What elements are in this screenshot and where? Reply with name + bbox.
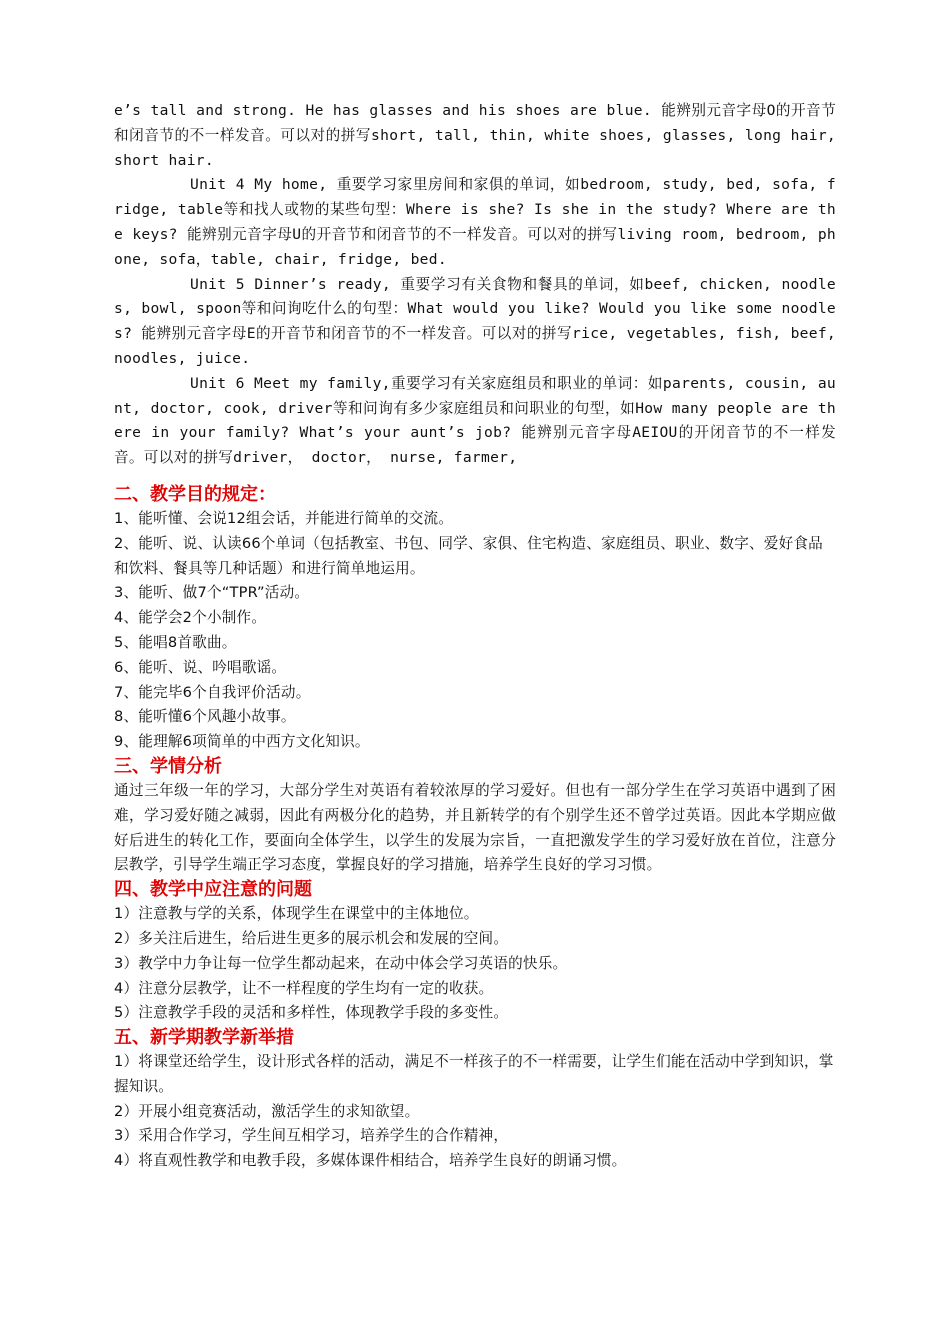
list-item: 6、能听、说、吟唱歌谣。 [114,658,287,676]
list-item: 3）采用合作学习，学生间互相学习，培养学生的合作精神， [114,1127,509,1145]
units-section [114,99,836,471]
list-item: 4）将直观性教学和电教手段，多媒体课件相结合，培养学生良好的朗诵习惯。 [114,1152,627,1170]
list-item: 3）教学中力争让每一位学生都动起来，在动中体会学习英语的快乐。 [114,954,568,972]
document-content [114,99,836,1174]
list-item: 2）开展小组竞赛活动，激活学生的求知欲望。 [114,1102,420,1120]
teaching-notes-list [114,902,836,1026]
list-item: 2）多关注后进生，给后进生更多的展示机会和发展的空间。 [114,929,509,947]
list-item: 1）注意教与学的关系，体现学生在课堂中的主体地位。 [114,905,479,923]
new-measures-list [114,1050,836,1174]
list-item: 7、能完毕6个自我评价活动。 [114,683,311,701]
list-item: 8、能听懂6个风趣小故事。 [114,708,296,726]
student-analysis-paragraph: 通过三年级一年的学习，大部分学生对英语有着较浓厚的学习爱好。但也有一部分学生在学习英语中遇到了困难，学习爱好随之减弱，因此有两极分化的趋势，并且新转学的有个别学生还不曾学过英语。因此本学期应做好后进生的转化工作，要面向全体学生，以学生的发展为宗旨，一直把激发学生的学习爱好放在首位，注意分层教学，引导学生端正学习态度，掌握良好的学习措施，培养学生良好的学习习惯。 [114,781,836,874]
section-heading-teaching-goals: 二、教学目的规定： [114,483,276,505]
list-item: 1、能听懂、会说12组会话，并能进行简单的交流。 [114,509,454,527]
list-item: 3、能听、做7个“TPR”活动。 [114,584,310,602]
list-item: 5）注意教学手段的灵活和多样性，体现教学手段的多变性。 [114,1004,509,1022]
list-item: 4）注意分层教学，让不一样程度的学生均有一定的收获。 [114,979,494,997]
section-heading-teaching-notes: 四、教学中应注意的问题 [114,879,312,901]
list-item: 1）将课堂还给学生，设计形式各样的活动，满足不一样孩子的不一样需要，让学生们能在活动中学到知识，掌握知识。 [114,1053,834,1095]
list-item: 5、能唱8首歌曲。 [114,633,237,651]
unit4-paragraph: Unit 4 My home, 重要学习家里房间和家俱的单词，如bedroom, study, bed, sofa, fridge, table等和找人或物的某些句型：Where is she? Is she in the study? Where are the keys? 能辨别元音字母U的开音节和闭音节的不一样发音。可以对的拼写living room, bedroom, phone, sofa，table, chair, fridge, bed. [114,176,836,268]
unit5-paragraph: Unit 5 Dinner’s ready, 重要学习有关食物和餐具的单词，如beef, chicken, noodles, bowl, spoon等和问询吃什么的句型：What would you like? Would you like some noodles? 能辨别元音字母E的开音节和闭音节的不一样发音。可以对的拼写rice, vegetables, fish, beef, noodles, juice. [114,275,836,367]
teaching-goals-list [114,507,836,755]
unit6-paragraph: Unit 6 Meet my family,重要学习有关家庭组员和职业的单词：如parents, cousin, aunt, doctor, cook, driver等和问询有多少家庭组员和问职业的句型，如How many people are there in your family? What’s your aunt’s job? 能辨别元音字母AEIOU的开闭音节的不一样发音。可以对的拼写driver， doctor， nurse, farmer, [114,374,836,467]
section-heading-student-analysis: 三、学情分析 [114,755,222,777]
list-item: 9、能理解6项简单的中西方文化知识。 [114,733,370,751]
list-item: 4、能学会2个小制作。 [114,609,267,627]
list-item: 2、能听、说、认读66个单词（包括教室、书包、同学、家俱、住宅构造、家庭组员、职业、数字、爱好食品和饮料、餐具等几种话题）和进行简单地运用。 [114,534,823,577]
unit3-continuation: e’s tall and strong. He has glasses and his shoes are blue. 能辨别元音字母O的开音节和闭音节的不一样发音。可以对的拼写short, tall, thin, white shoes, glasses, long hair, short hair. [114,102,836,169]
section-heading-new-measures: 五、新学期教学新举措 [114,1027,294,1049]
